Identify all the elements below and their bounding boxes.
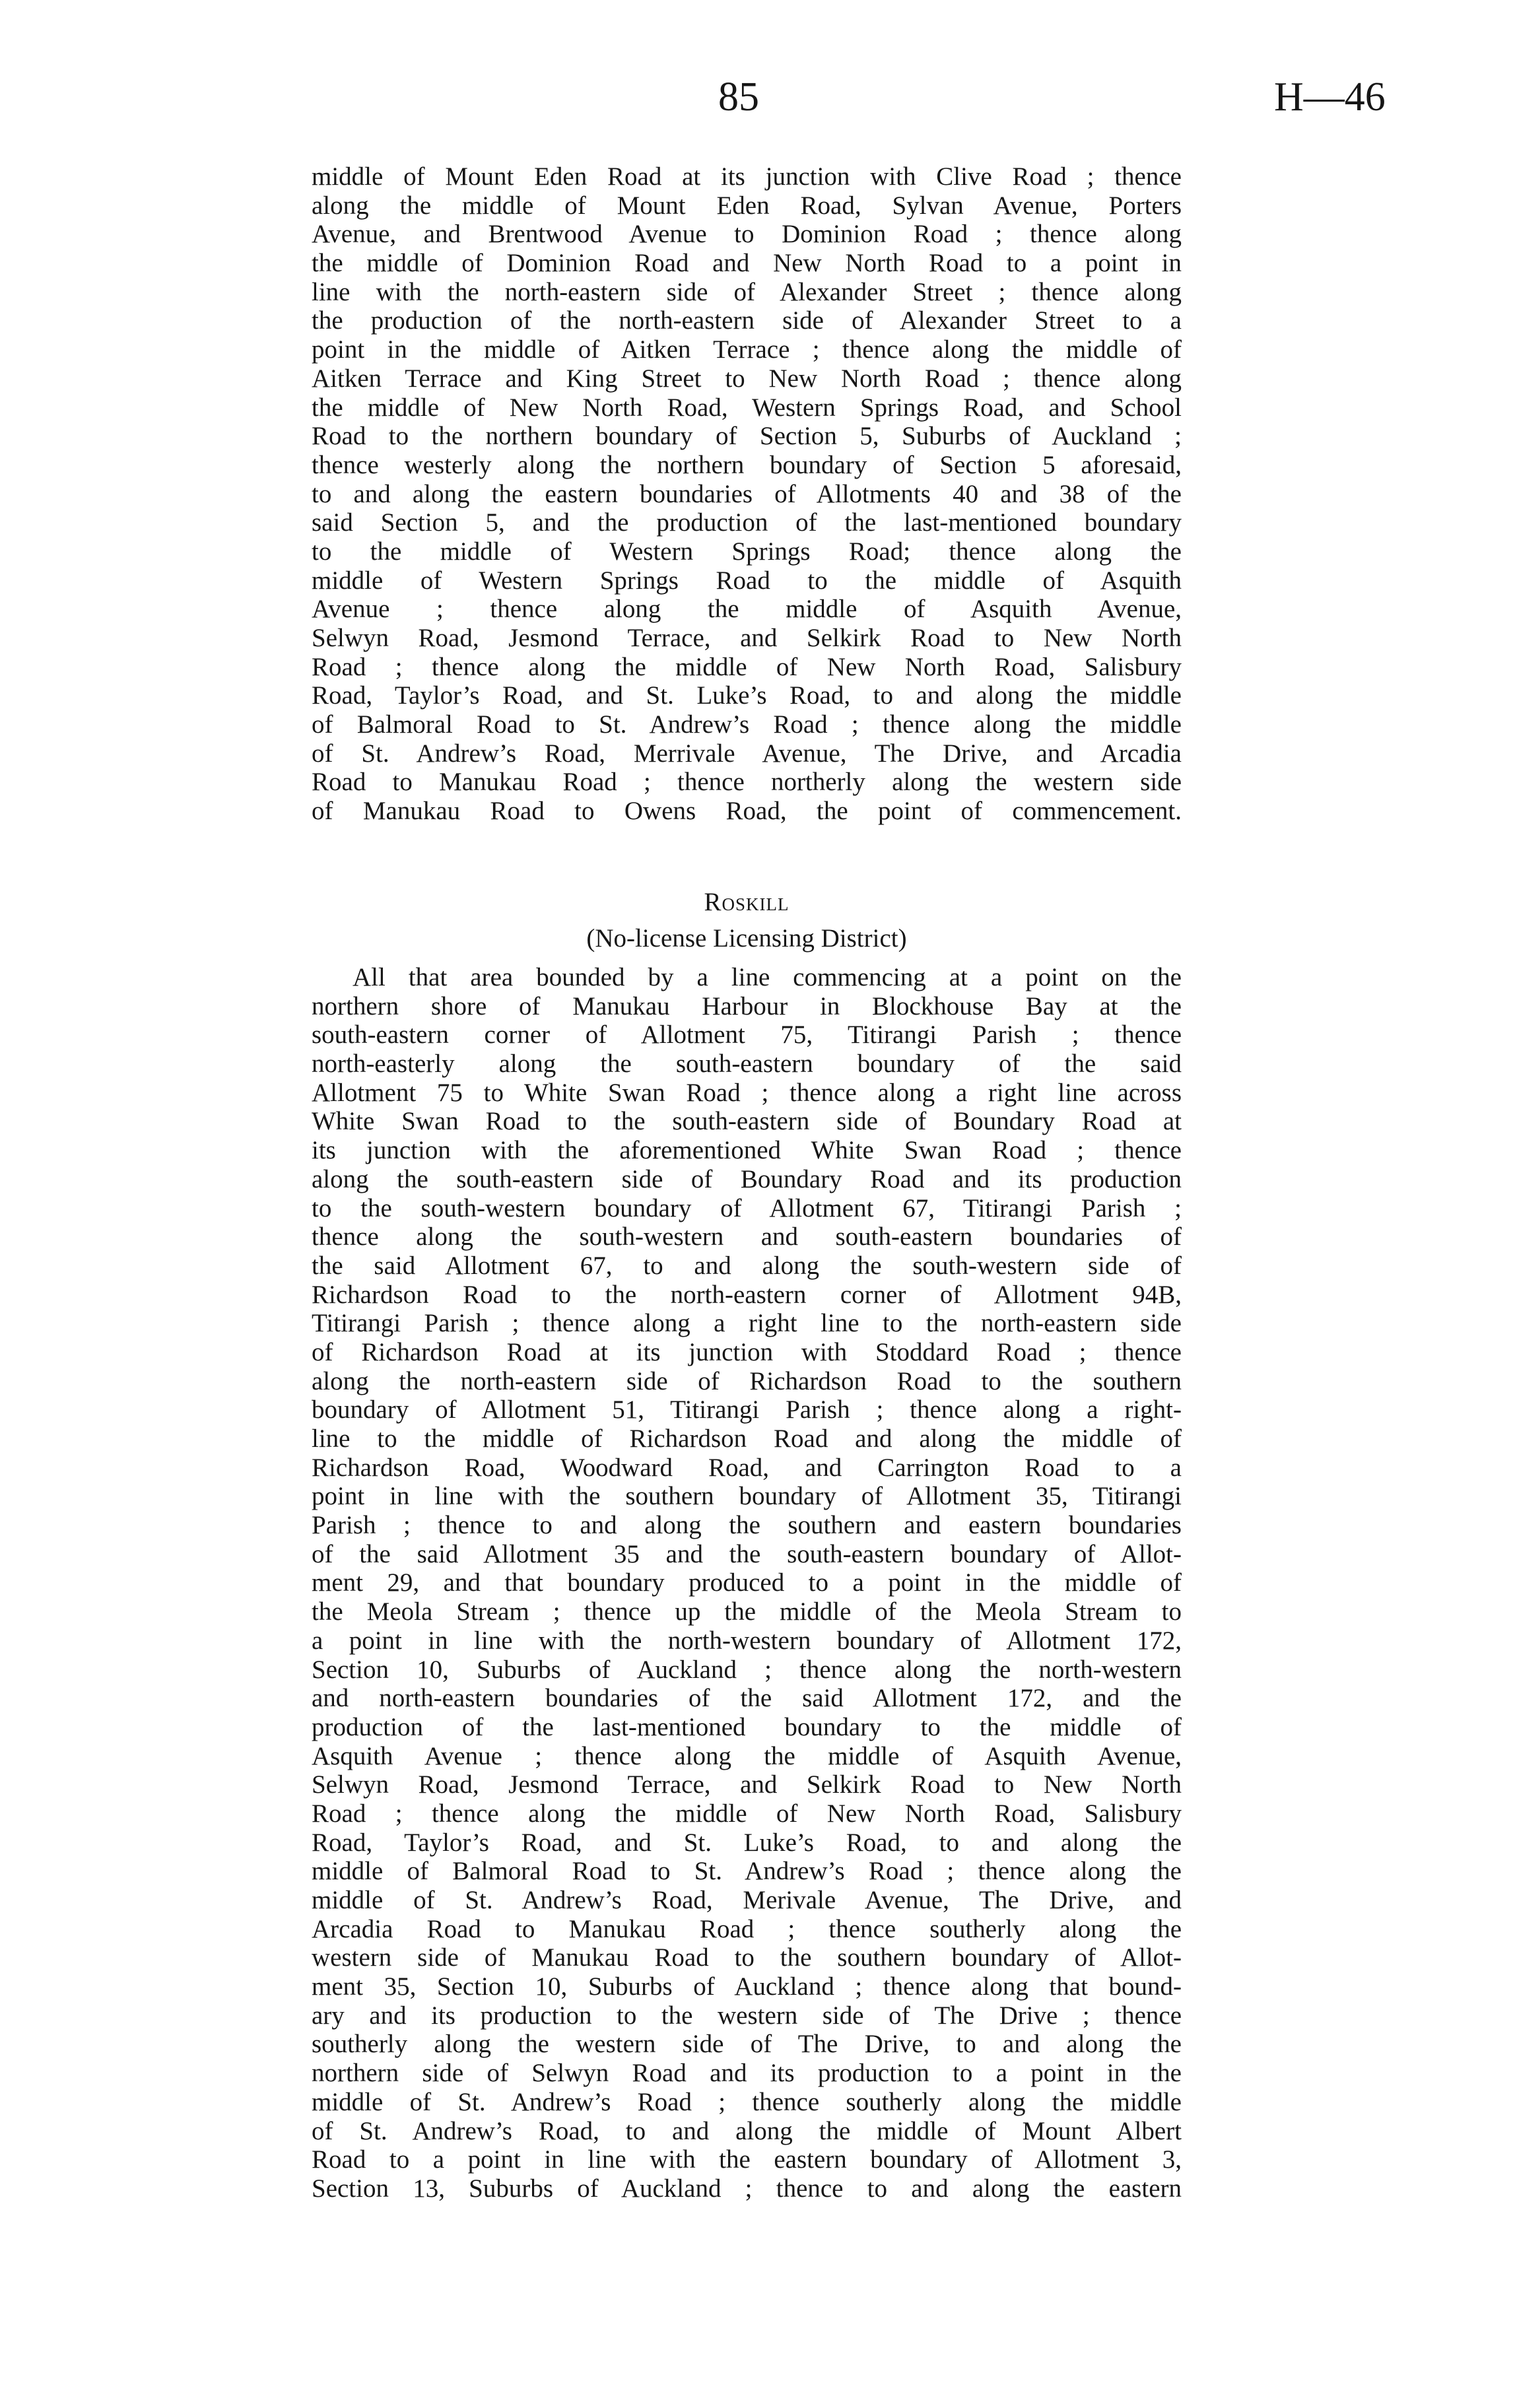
text-line: Road to the northern boundary of Section 5, Suburbs of Auckland ; bbox=[312, 422, 1182, 451]
text-line: said Section 5, and the production of the last-mentioned boundary bbox=[312, 508, 1182, 537]
text-line: Arcadia Road to Manukau Road ; thence southerly along the bbox=[312, 1914, 1182, 1943]
text-line: Selwyn Road, Jesmond Terrace, and Selkirk Road to New North bbox=[312, 624, 1182, 652]
text-line: the middle of New North Road, Western Springs Road, and School bbox=[312, 393, 1182, 422]
section-heading-roskill: Roskill bbox=[704, 888, 790, 916]
document-reference: H—46 bbox=[1274, 75, 1386, 119]
text-line: Allotment 75 to White Swan Road ; thence along a right line across bbox=[312, 1078, 1182, 1107]
text-line: Road ; thence along the middle of New North Road, Salisbury bbox=[312, 652, 1182, 681]
text-line: line to the middle of Richardson Road and along the middle of bbox=[312, 1424, 1182, 1453]
text-line: of St. Andrew’s Road, to and along the middle of Mount Albert bbox=[312, 2116, 1182, 2145]
text-line: Selwyn Road, Jesmond Terrace, and Selkirk Road to New North bbox=[312, 1770, 1182, 1799]
text-line: middle of Mount Eden Road at its junction with Clive Road ; thence bbox=[312, 162, 1182, 191]
text-line: the middle of Dominion Road and New North Road to a point in bbox=[312, 249, 1182, 278]
text-line: line with the north-eastern side of Alexander Street ; thence along bbox=[312, 277, 1182, 306]
text-line: of Manukau Road to Owens Road, the point of commencement. bbox=[312, 797, 1182, 826]
text-line: Aitken Terrace and King Street to New North Road ; thence along bbox=[312, 364, 1182, 393]
text-line: middle of Balmoral Road to St. Andrew’s Road ; thence along the bbox=[312, 1857, 1182, 1886]
text-line: the Meola Stream ; thence up the middle of the Meola Stream to bbox=[312, 1597, 1182, 1626]
text-line: and north-eastern boundaries of the said Allotment 172, and the bbox=[312, 1684, 1182, 1713]
text-line: Avenue, and Brentwood Avenue to Dominion Road ; thence along bbox=[312, 220, 1182, 249]
text-line: Richardson Road, Woodward Road, and Carrington Road to a bbox=[312, 1453, 1182, 1482]
text-line: Avenue ; thence along the middle of Asquith Avenue, bbox=[312, 595, 1182, 624]
text-line: ment 35, Section 10, Suburbs of Auckland ; thence along that bound- bbox=[312, 1972, 1182, 2001]
text-line: ment 29, and that boundary produced to a point in the middle of bbox=[312, 1568, 1182, 1597]
text-line: along the middle of Mount Eden Road, Sylvan Avenue, Porters bbox=[312, 191, 1182, 220]
text-line: Road to a point in line with the eastern boundary of Allotment 3, bbox=[312, 2145, 1182, 2174]
text-line: of Richardson Road at its junction with Stoddard Road ; thence bbox=[312, 1337, 1182, 1366]
text-line: Road, Taylor’s Road, and St. Luke’s Road, to and along the middle bbox=[312, 681, 1182, 710]
section-subheading: (No-license Licensing District) bbox=[586, 924, 907, 953]
text-line: northern side of Selwyn Road and its production to a point in the bbox=[312, 2059, 1182, 2088]
text-line: Road to Manukau Road ; thence northerly along the western side bbox=[312, 768, 1182, 797]
text-line: the said Allotment 67, to and along the south-western side of bbox=[312, 1251, 1182, 1280]
text-line: to and along the eastern boundaries of Allotments 40 and 38 of the bbox=[312, 479, 1182, 508]
text-line: along the north-eastern side of Richardson Road to the southern bbox=[312, 1366, 1182, 1395]
text-line: to the south-western boundary of Allotment 67, Titirangi Parish ; bbox=[312, 1193, 1182, 1222]
text-line: boundary of Allotment 51, Titirangi Parish ; thence along a right- bbox=[312, 1395, 1182, 1424]
text-line: southerly along the western side of The Drive, to and along the bbox=[312, 2030, 1182, 2059]
text-line: a point in line with the north-western boundary of Allotment 172, bbox=[312, 1626, 1182, 1655]
text-line: Section 13, Suburbs of Auckland ; thence to and along the eastern bbox=[312, 2174, 1182, 2203]
text-line: White Swan Road to the south-eastern side of Boundary Road at bbox=[312, 1107, 1182, 1136]
text-line: thence along the south-western and south-eastern boundaries of bbox=[312, 1222, 1182, 1252]
text-line: of St. Andrew’s Road, Merrivale Avenue, The Drive, and Arcadia bbox=[312, 739, 1182, 768]
text-line: All that area bounded by a line commencing at a point on the bbox=[353, 963, 1182, 991]
text-line: middle of St. Andrew’s Road, Merivale Avenue, The Drive, and bbox=[312, 1886, 1182, 1914]
text-line: Asquith Avenue ; thence along the middle of Asquith Avenue, bbox=[312, 1741, 1182, 1770]
page-number: 85 bbox=[718, 75, 759, 119]
text-line: western side of Manukau Road to the southern boundary of Allot- bbox=[312, 1943, 1182, 1972]
text-line: of the said Allotment 35 and the south-eastern boundary of Allot- bbox=[312, 1539, 1182, 1568]
text-line: production of the last-mentioned boundary to the middle of bbox=[312, 1712, 1182, 1741]
continued-boundary-description bbox=[312, 162, 1182, 826]
text-line: south-eastern corner of Allotment 75, Titirangi Parish ; thence bbox=[312, 1020, 1182, 1050]
text-line: Section 10, Suburbs of Auckland ; thence along the north-western bbox=[312, 1655, 1182, 1684]
text-line: to the middle of Western Springs Road; thence along the bbox=[312, 537, 1182, 566]
text-line: Richardson Road to the north-eastern corner of Allotment 94B, bbox=[312, 1280, 1182, 1309]
text-line: thence westerly along the northern boundary of Section 5 aforesaid, bbox=[312, 450, 1182, 479]
roskill-boundary-description bbox=[312, 963, 1182, 2203]
text-line: northern shore of Manukau Harbour in Blockhouse Bay at the bbox=[312, 991, 1182, 1020]
text-line: Parish ; thence to and along the southern and eastern boundaries bbox=[312, 1511, 1182, 1540]
text-line: the production of the north-eastern side of Alexander Street to a bbox=[312, 306, 1182, 335]
text-line: middle of Western Springs Road to the middle of Asquith bbox=[312, 566, 1182, 595]
text-line: point in the middle of Aitken Terrace ; thence along the middle of bbox=[312, 335, 1182, 364]
text-line: of Balmoral Road to St. Andrew’s Road ; thence along the middle bbox=[312, 710, 1182, 739]
text-line: Road ; thence along the middle of New North Road, Salisbury bbox=[312, 1799, 1182, 1828]
text-line: north-easterly along the south-eastern boundary of the said bbox=[312, 1050, 1182, 1079]
text-line: its junction with the aforementioned White Swan Road ; thence bbox=[312, 1136, 1182, 1165]
text-line: point in line with the southern boundary of Allotment 35, Titirangi bbox=[312, 1482, 1182, 1511]
text-line: along the south-eastern side of Boundary Road and its production bbox=[312, 1164, 1182, 1193]
text-line: Road, Taylor’s Road, and St. Luke’s Road, to and along the bbox=[312, 1828, 1182, 1857]
text-line: middle of St. Andrew’s Road ; thence southerly along the middle bbox=[312, 2087, 1182, 2116]
text-line: Titirangi Parish ; thence along a right line to the north-eastern side bbox=[312, 1309, 1182, 1338]
text-line: ary and its production to the western side of The Drive ; thence bbox=[312, 2001, 1182, 2030]
